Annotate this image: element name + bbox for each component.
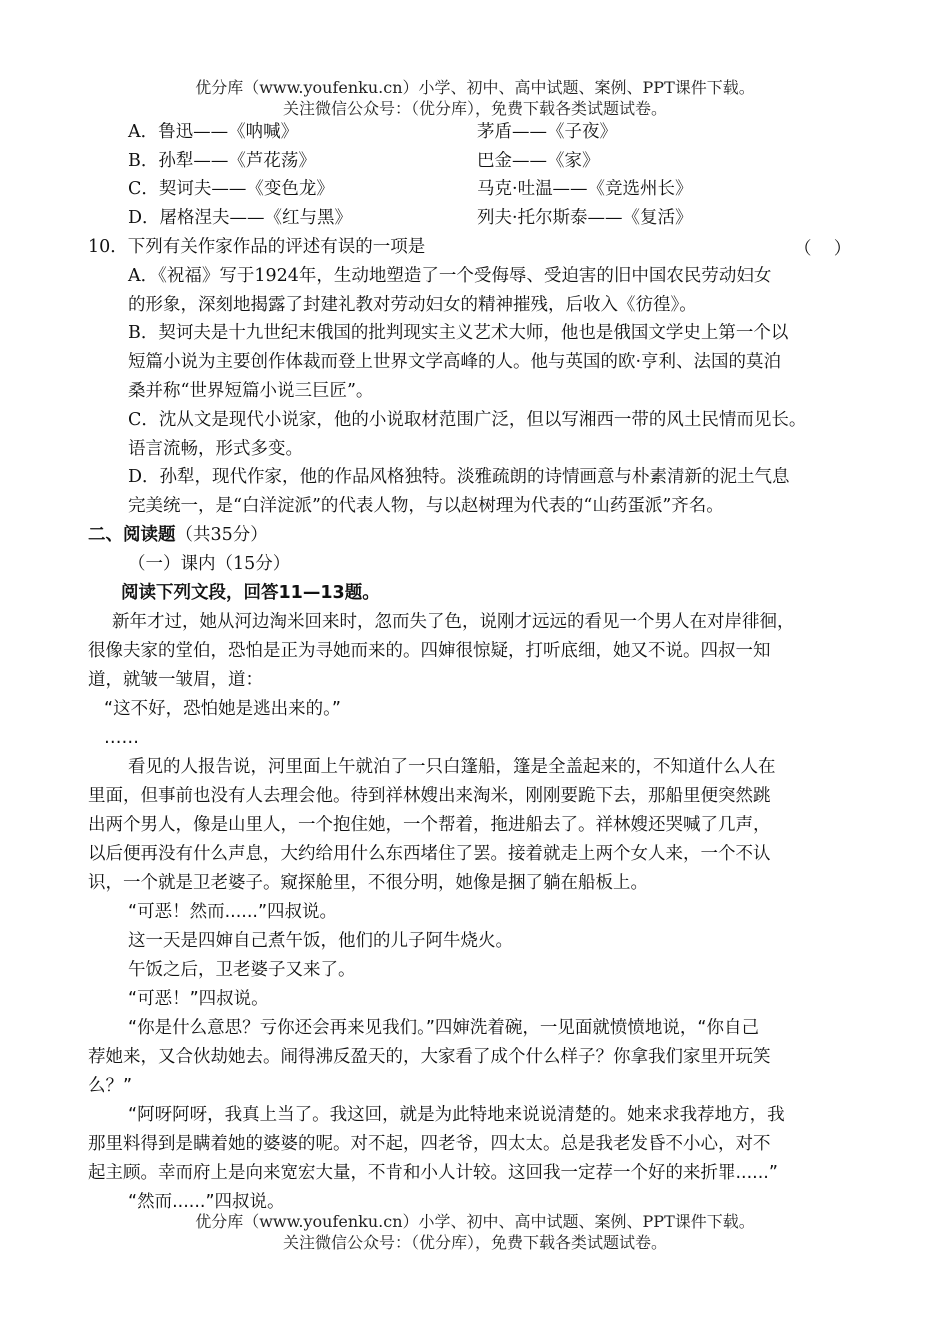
passage-line: 新年才过，她从河边淘米回来时，忽而失了色，说刚才远远的看见一个男人在对岸徘徊， <box>112 612 795 632</box>
section-2-subsection: （一）课内（15分） <box>128 554 291 574</box>
page-header-line1: 优分库（www.youfenku.cn）小学、初中、高中试题、案例、PPT课件下载。 <box>195 78 755 97</box>
passage-line: 以后便再没有什么声息，大约给用什么东西堵住了罢。接着就走上两个女人来，一个不认 <box>88 844 771 864</box>
passage-line: “可恶！”四叔说。 <box>128 989 269 1009</box>
q10-option-d-line1: D．孙犁，现代作家，他的作品风格独特。淡雅疏朗的诗情画意与朴素清新的泥土气息 <box>128 467 790 487</box>
q9-option-b-right: 巴金——《家》 <box>477 151 600 171</box>
q10-option-d-line2: 完美统一，是“白洋淀派”的代表人物，与以赵树理为代表的“山药蛋派”齐名。 <box>128 496 724 516</box>
q10-option-b-line1: B．契诃夫是十九世纪末俄国的批判现实主义艺术大师，他也是俄国文学史上第一个以 <box>128 323 789 343</box>
q10-option-a-line2: 的形象，深刻地揭露了封建礼教对劳动妇女的精神摧残，后收入《彷徨》。 <box>128 295 697 315</box>
passage-line: “阿呀阿呀，我真上当了。我这回，就是为此特地来说说清楚的。她来求我荐地方，我 <box>128 1105 785 1125</box>
q10-option-b-line3: 桑并称“世界短篇小说三巨匠”。 <box>128 381 374 401</box>
passage-line: …… <box>104 728 139 748</box>
q10-answer-paren: （ ） <box>794 239 852 259</box>
q10-option-a-line1: A．《祝福》写于1924年，生动地塑造了一个受侮辱、受迫害的旧中国农民劳动妇女 <box>128 266 772 286</box>
q9-option-c-right: 马克·吐温——《竞选州长》 <box>477 179 693 199</box>
q9-option-d-left: D．屠格涅夫——《红与黑》 <box>128 208 353 228</box>
q9-option-a-left: A．鲁迅——《呐喊》 <box>128 122 299 142</box>
passage-line: 出两个男人，像是山里人，一个抱住她，一个帮着，拖进船去了。祥林嫂还哭喊了几声， <box>88 815 771 835</box>
q10-option-b-line2: 短篇小说为主要创作体裁而登上世界文学高峰的人。他与英国的欧·亨利、法国的莫泊 <box>128 352 782 372</box>
passage-line: 看见的人报告说，河里面上午就泊了一只白篷船，篷是全盖起来的，不知道什么人在 <box>128 757 776 777</box>
q10-stem: 10．下列有关作家作品的评述有误的一项是 <box>88 237 426 257</box>
q10-option-c-line2: 语言流畅，形式多变。 <box>128 439 303 459</box>
page-footer-line2: 关注微信公众号：（优分库），免费下载各类试题试卷。 <box>282 1233 667 1252</box>
passage-line: “你是什么意思？亏你还会再来见我们。”四婶洗着碗，一见面就愤愤地说，“你自己 <box>128 1018 759 1038</box>
q9-option-d-right: 列夫·托尔斯泰——《复活》 <box>477 208 693 228</box>
passage-line: “这不好，恐怕她是逃出来的。” <box>104 699 341 719</box>
section-2-title-bold: 二、阅读题 <box>88 525 176 545</box>
q9-option-b-left: B．孙犁——《芦花荡》 <box>128 151 316 171</box>
passage-line: 里面，但事前也没有人去理会他。待到祥林嫂出来淘米，刚刚要跪下去，那船里便突然跳 <box>88 786 771 806</box>
page-header-line2: 关注微信公众号：（优分库），免费下载各类试题试卷。 <box>282 99 667 118</box>
passage-line: 么？” <box>88 1076 133 1096</box>
page-footer-line1: 优分库（www.youfenku.cn）小学、初中、高中试题、案例、PPT课件下载。 <box>195 1212 755 1231</box>
section-2-title-rest: （共35分） <box>175 525 268 545</box>
passage-line: 那里料得到是瞒着她的婆婆的呢。对不起，四老爷，四太太。总是我老发昏不小心，对不 <box>88 1134 771 1154</box>
q9-option-a-right: 茅盾——《子夜》 <box>477 122 617 142</box>
passage-line: 荐她来，又合伙劫她去。闹得沸反盈天的，大家看了成个什么样子？你拿我们家里开玩笑 <box>88 1047 771 1067</box>
passage-line: “可恶！然而......”四叔说。 <box>128 902 338 922</box>
passage-line: 很像夫家的堂伯，恐怕是正为寻她而来的。四婶很惊疑，打听底细，她又不说。四叔一知 <box>88 641 771 661</box>
section-2-title <box>88 523 268 547</box>
passage-line: “然而......”四叔说。 <box>128 1192 285 1212</box>
passage-line: 道，就皱一皱眉，道： <box>88 670 263 690</box>
reading-instruction: 阅读下列文段，回答11—13题。 <box>121 583 380 603</box>
passage-line: 这一天是四婶自己煮午饭，他们的儿子阿牛烧火。 <box>128 931 513 951</box>
passage-line: 午饭之后，卫老婆子又来了。 <box>128 960 356 980</box>
passage-line: 识，一个就是卫老婆子。窥探舱里，不很分明，她像是捆了躺在船板上。 <box>88 873 648 893</box>
q9-option-c-left: C．契诃夫——《变色龙》 <box>128 179 334 199</box>
passage-line: 起主顾。幸而府上是向来宽宏大量，不肯和小人计较。这回我一定荐一个好的来折罪......” <box>88 1163 778 1183</box>
q10-option-c-line1: C．沈从文是现代小说家，他的小说取材范围广泛，但以写湘西一带的风土民情而见长。 <box>128 410 807 430</box>
